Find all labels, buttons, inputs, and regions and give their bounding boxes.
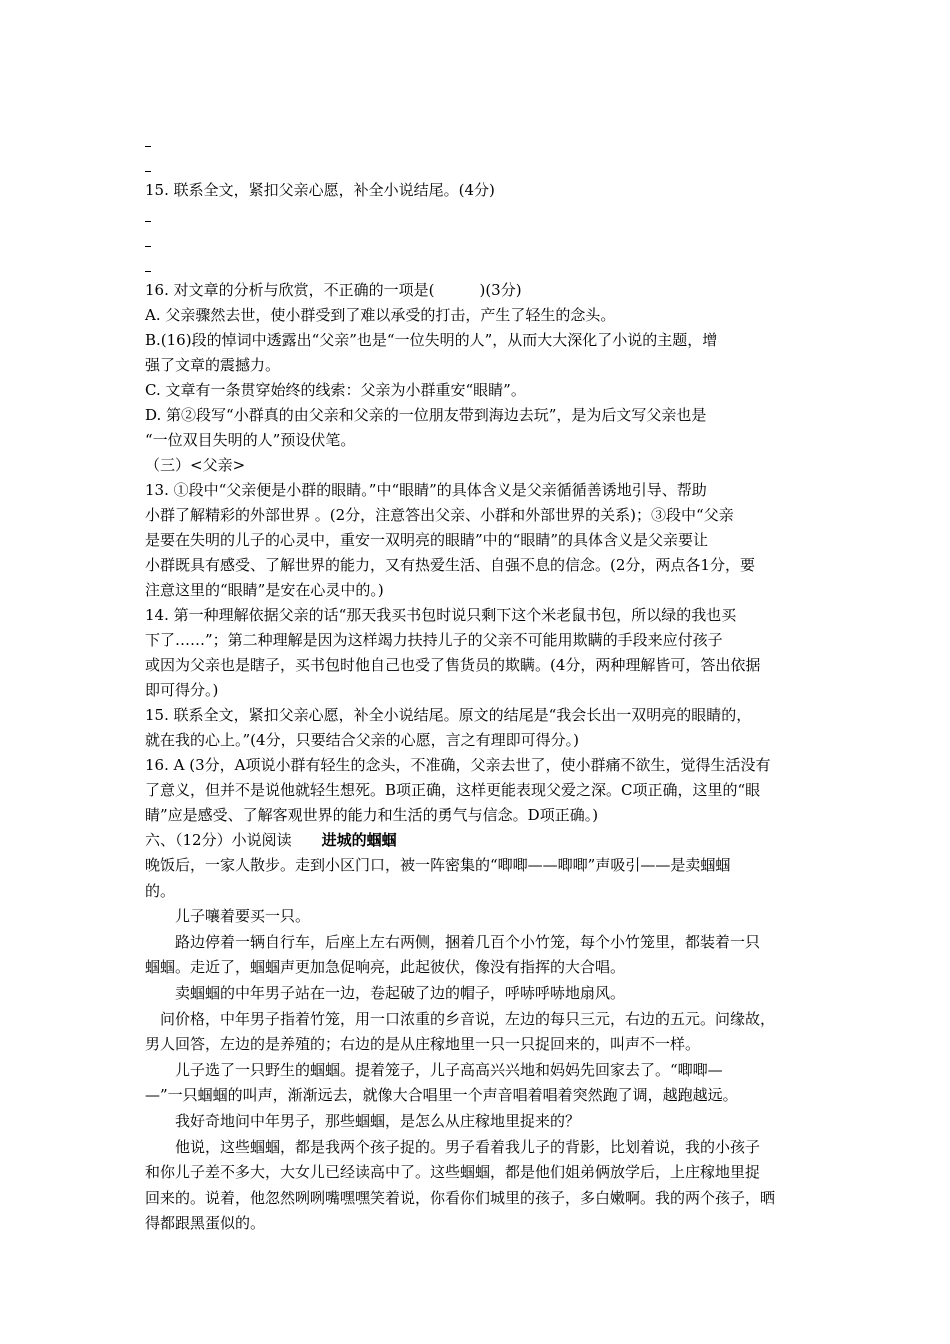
answer-13-line: 注意这里的“眼睛”是安在心灵中的。) — [145, 581, 384, 599]
story-paragraph-1: 晚饭后，一家人散步。走到小区门口，被一阵密集的“唧唧——唧唧”声吸引——是卖蝈蝈 — [145, 856, 731, 874]
answer-15-line: 15. 联系全文，紧扣父亲心愿，补全小说结尾。原文的结尾是“我会长出一双明亮的眼睛的， — [145, 706, 752, 724]
answer-blank-line — [145, 203, 815, 228]
option-a: A. 父亲骤然去世，使小群受到了难以承受的打击，产生了轻生的念头。 — [145, 306, 616, 324]
answer-blank-line — [145, 153, 815, 178]
story-paragraph-6: 儿子选了一只野生的蝈蝈。提着笼子，儿子高高兴兴地和妈妈先回家去了。“唧唧— — [175, 1060, 723, 1079]
answer-14-line: 即可得分。) — [145, 681, 219, 699]
question-15: 15. 联系全文，紧扣父亲心愿，补全小说结尾。(4分) — [145, 181, 495, 199]
answer-blank-line — [145, 228, 815, 253]
document-page — [145, 128, 815, 1237]
answer-15-line: 就在我的心上。”(4分，只要结合父亲的心愿，言之有理即可得分。) — [145, 731, 579, 749]
answer-13-line: 13. ①段中“父亲便是小群的眼睛。”中“眼睛”的具体含义是父亲循循善诱地引导、帮助 — [145, 481, 707, 499]
story-paragraph-8-cont: 回来的。说着，他忽然咧咧嘴嘿嘿笑着说，你看你们城里的孩子，多白嫩啊。我的两个孩子，晒 — [145, 1188, 776, 1207]
story-paragraph-1-cont: 的。 — [145, 881, 176, 900]
story-paragraph-4: 卖蝈蝈的中年男子站在一边，卷起破了边的帽子，呼哧呼哧地扇风。 — [175, 983, 626, 1002]
story-paragraph-8-cont: 得都跟黑蛋似的。 — [145, 1214, 266, 1233]
story-paragraph-5-cont: 男人回答，左边的是养殖的；右边的是从庄稼地里一只一只捉回来的，叫声不一样。 — [145, 1035, 701, 1054]
story-body — [145, 853, 815, 1237]
story-paragraph-3: 路边停着一辆自行车，后座上左右两侧，捆着几百个小竹笼，每个小竹笼里，都装着一只 — [175, 932, 761, 951]
answer-14-line: 14. 第一种理解依据父亲的话“那天我买书包时说只剩下这个米老鼠书包，所以绿的我也买 — [145, 606, 737, 624]
answer-blank-line — [145, 253, 815, 278]
story-paragraph-6-cont: —”一只蝈蝈的叫声，渐渐远去，就像大合唱里一个声音唱着唱着突然跑了调，越跑越远。 — [145, 1086, 738, 1105]
answer-blank-line — [145, 128, 815, 153]
answer-14-line: 或因为父亲也是瞎子，买书包时他自己也受了售货员的欺瞒。(4分，两种理解皆可，答出依据 — [145, 656, 761, 674]
story-paragraph-8: 他说，这些蝈蝈，都是我两个孩子捉的。男子看着我儿子的背影，比划着说，我的小孩子 — [175, 1137, 761, 1156]
option-b-cont: 强了文章的震撼力。 — [145, 356, 281, 374]
option-d-cont: “一位双目失明的人”预设伏笔。 — [145, 431, 356, 449]
answer-16-line: 了意义，但并不是说他就轻生想死。B项正确，这样更能表现父爱之深。C项正确，这里的“眼 — [145, 781, 761, 799]
option-b: B.(16)段的悼词中透露出“父亲”也是“一位失明的人”，从而大大深化了小说的主题，增 — [145, 331, 718, 349]
story-paragraph-7: 我好奇地问中年男子，那些蝈蝈，是怎么从庄稼地里捉来的？ — [175, 1111, 581, 1130]
story-paragraph-8-cont: 和你儿子差不多大，大女儿已经读高中了。这些蝈蝈，都是他们姐弟俩放学后，上庄稼地里捉 — [145, 1163, 761, 1182]
story-paragraph-5: 问价格，中年男子指着竹笼，用一口浓重的乡音说，左边的每只三元，右边的五元。问缘故， — [160, 1009, 776, 1028]
section-6-heading — [145, 828, 815, 853]
answers-heading: （三）<父亲> — [145, 456, 246, 474]
answer-16-line: 16. A (3分，A项说小群有轻生的念头，不准确，父亲去世了，使小群痛不欲生，觉得生活没有 — [145, 756, 771, 774]
answer-16-line: 睛”应是感受、了解客观世界的能力和生活的勇气与信念。D项正确。) — [145, 806, 599, 824]
answer-13-line: 小群既具有感受、了解世界的能力，又有热爱生活、自强不息的信念。(2分，两点各1分，要 — [145, 556, 755, 574]
answer-13-line: 小群了解精彩的外部世界 。(2分，注意答出父亲、小群和外部世界的关系)；③段中“父亲 — [145, 506, 734, 524]
story-paragraph-2: 儿子嚷着要买一只。 — [175, 907, 311, 926]
story-title: 进城的蝈蝈 — [321, 831, 397, 849]
option-c: C. 文章有一条贯穿始终的线索：父亲为小群重安“眼睛”。 — [145, 381, 526, 399]
section-6-label: 六、（12分）小说阅读 — [145, 831, 292, 849]
answer-14-line: 下了……”；第二种理解是因为这样竭力扶持儿子的父亲不可能用欺瞒的手段来应付孩子 — [145, 631, 723, 649]
story-paragraph-3-cont: 蝈蝈。走近了，蝈蝈声更加急促响亮，此起彼伏，像没有指挥的大合唱。 — [145, 958, 626, 977]
question-16-stem: 16. 对文章的分析与欣赏，不正确的一项是( )(3分) — [145, 281, 522, 299]
option-d: D. 第②段写“小群真的由父亲和父亲的一位朋友带到海边去玩”，是为后文写父亲也是 — [145, 406, 707, 424]
answer-13-line: 是要在失明的儿子的心灵中，重安一双明亮的眼睛”中的“眼睛”的具体含义是父亲要让 — [145, 531, 709, 549]
